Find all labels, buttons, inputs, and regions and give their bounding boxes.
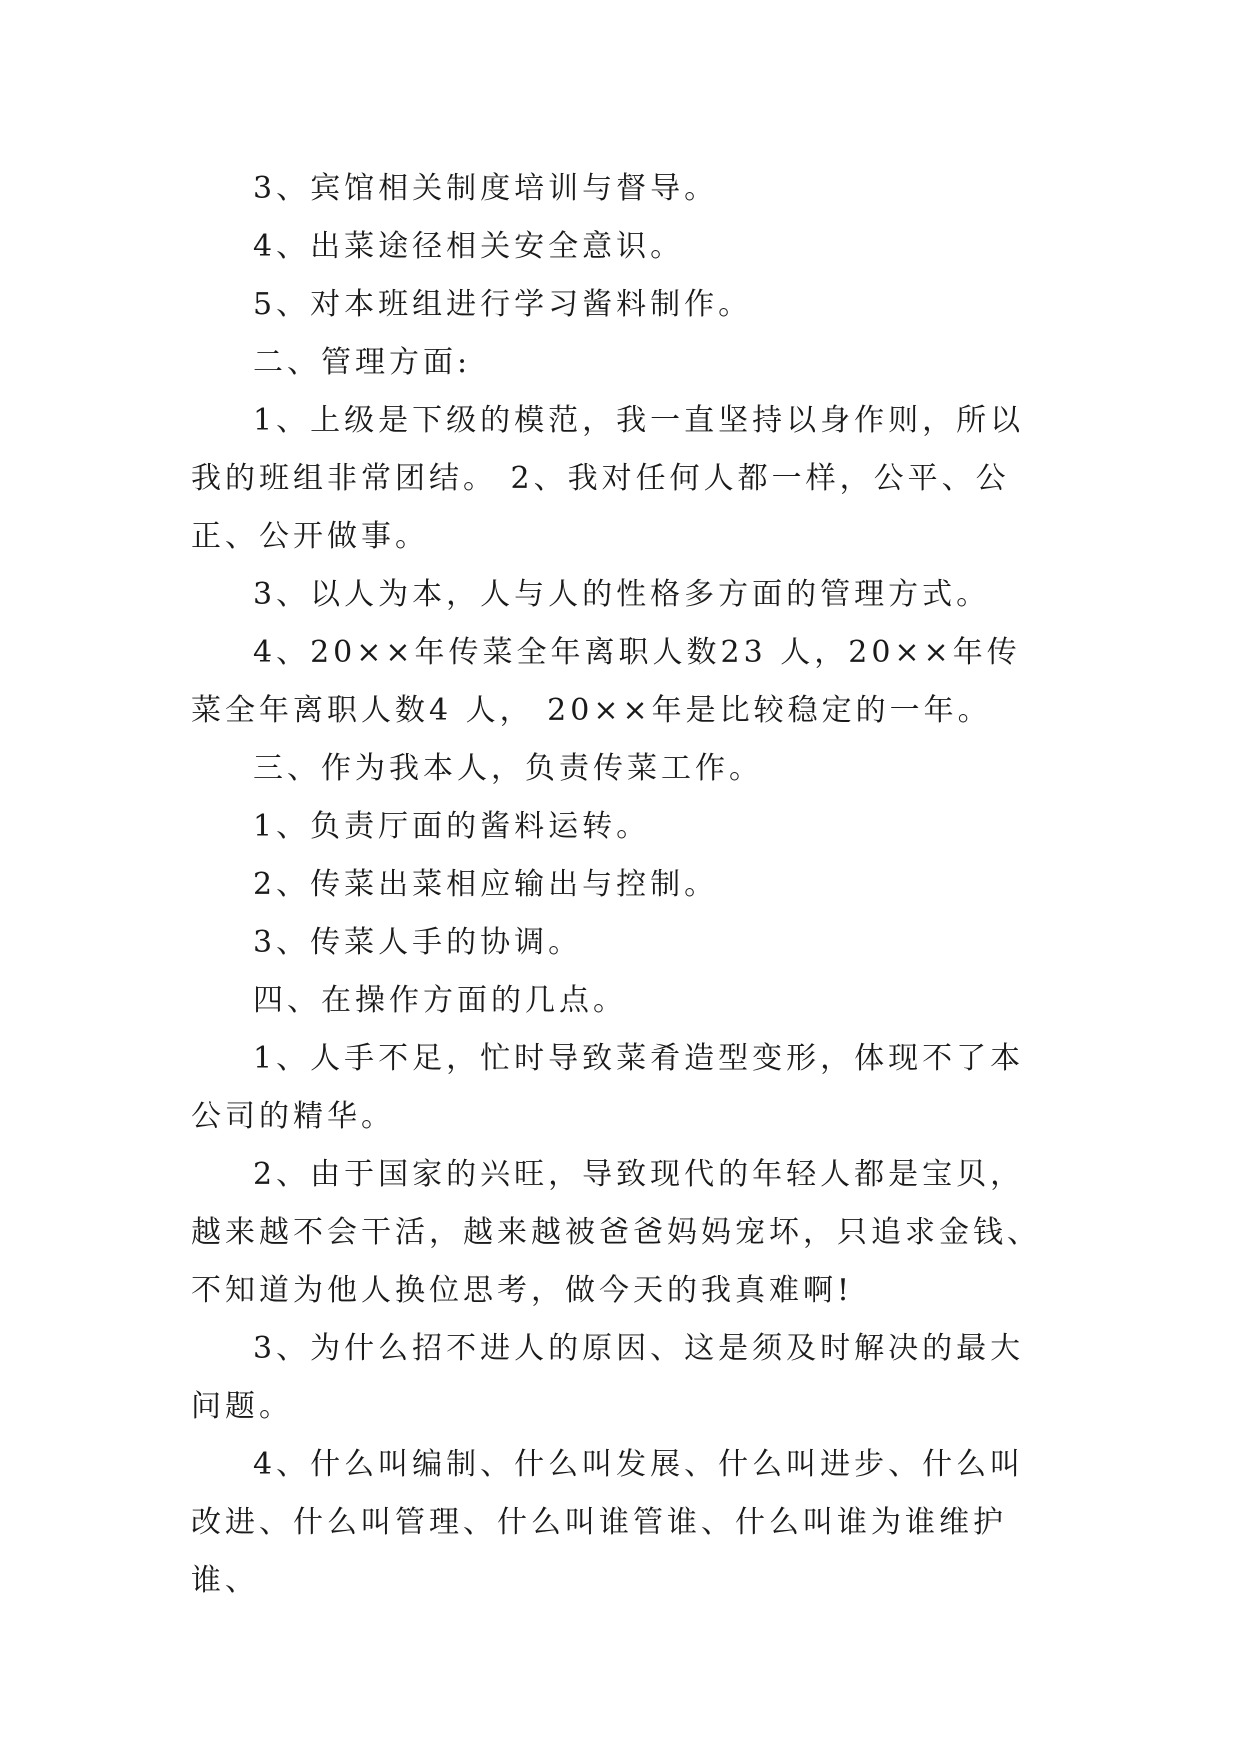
paragraph: 2、由于国家的兴旺，导致现代的年轻人都是宝贝，越来越不会干活，越来越被爸爸妈妈宠坏，只追求金钱、 不知道为他人换位思考，做今天的我真难啊! [191,1157,1041,1308]
section-heading: 三、作为我本人，负责传菜工作。 [253,751,763,786]
paragraph: 4、什么叫编制、什么叫发展、什么叫进步、什么叫改进、什么叫管理、什么叫谁管谁、什么叫谁为谁维护 谁、 [191,1447,1025,1598]
paragraph: 1、负责厅面的酱料运转。 [253,809,651,844]
paragraph: 4、20××年传菜全年离职人数23 人，20××年传菜全年离职人数4 人， 20××年是比较稳定的一年。 [191,635,1021,728]
paragraph: 4、出菜途径相关安全意识。 [253,229,685,264]
paragraph: 1、人手不足，忙时导致菜肴造型变形，体现不了本公司的精华。 [191,1041,1025,1134]
section-heading: 四、在操作方面的几点。 [253,983,627,1018]
paragraph: 1、上级是下级的模范，我一直坚持以身作则，所以我的班组非常团结。 2、我对任何人都一样，公平、公正、公开做事。 [191,403,1025,554]
paragraph: 3、以人为本，人与人的性格多方面的管理方式。 [253,577,991,612]
paragraph: 3、为什么招不进人的原因、这是须及时解决的最大问题。 [191,1331,1025,1424]
paragraph: 3、宾馆相关制度培训与督导。 [253,171,719,206]
section-heading: 二、管理方面: [253,345,472,380]
document-body [191,160,1053,1610]
paragraph: 5、对本班组进行学习酱料制作。 [253,287,753,322]
paragraph: 2、传菜出菜相应输出与控制。 [253,867,719,902]
paragraph: 3、传菜人手的协调。 [253,925,583,960]
